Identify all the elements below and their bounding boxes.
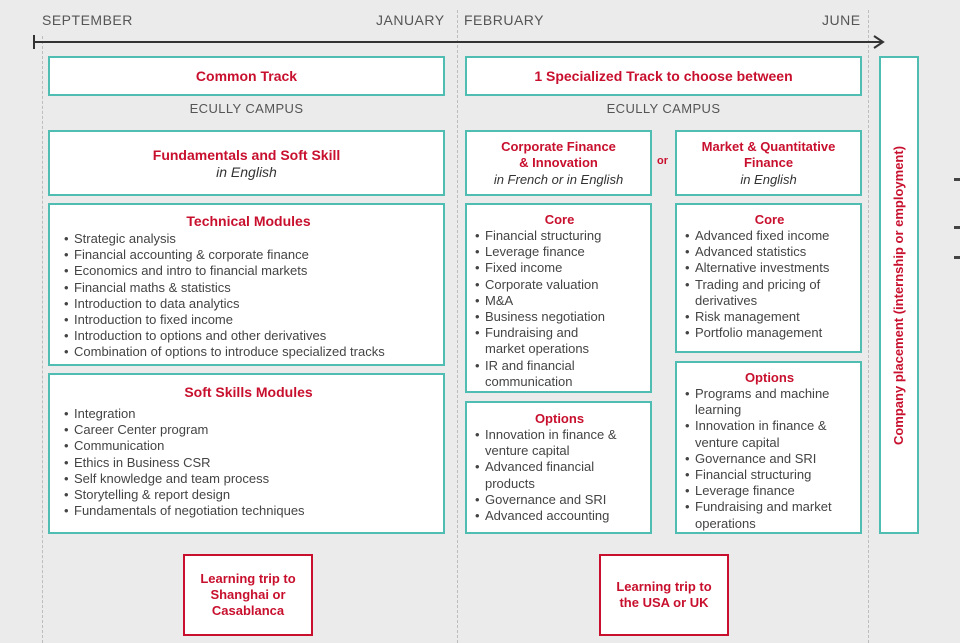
list-item: • Innovation in finance & venture capital — [475, 427, 645, 459]
corporate-options-list — [475, 427, 644, 524]
company-placement-label: Company placement (internship or employment) — [891, 145, 907, 445]
specialized-campus-label: ECULLY CAMPUS — [606, 101, 721, 116]
technical-modules-box — [48, 203, 445, 366]
list-item: • Fundraising and market operations — [685, 499, 860, 531]
month-september: SEPTEMBER — [42, 12, 133, 28]
corporate-options-title: Options — [534, 411, 585, 426]
edge-mark — [954, 178, 960, 181]
market-finance-box — [675, 130, 862, 196]
list-item: • Combination of options to introduce specialized tracks — [64, 344, 433, 360]
divider-end — [868, 10, 869, 643]
month-february: FEBRUARY — [464, 12, 544, 28]
list-item: • Financial structuring — [475, 228, 644, 244]
list-item: • Communication — [64, 438, 433, 454]
list-item: • Financial accounting & corporate finance — [64, 247, 433, 263]
common-campus-label: ECULLY CAMPUS — [189, 101, 304, 116]
list-item: • Portfolio management — [685, 325, 854, 341]
company-placement-box — [879, 56, 919, 534]
list-item: • IR and financial communication — [475, 358, 605, 390]
fundamentals-title: Fundamentals and Soft Skill — [152, 146, 341, 163]
market-finance-language: in English — [740, 172, 797, 187]
fundamentals-box — [48, 130, 445, 196]
common-track-header — [48, 56, 445, 96]
list-item: • Innovation in finance & venture capital — [685, 418, 845, 450]
corporate-finance-box — [465, 130, 652, 196]
market-options-box — [675, 361, 862, 534]
list-item: • Financial structuring — [685, 467, 854, 483]
technical-modules-list — [64, 231, 433, 361]
timeline-arrow — [30, 33, 890, 53]
list-item: • Programs and machine learning — [685, 386, 855, 418]
list-item: • Ethics in Business CSR — [64, 455, 433, 471]
list-item: • Business negotiation — [475, 309, 644, 325]
list-item: • Financial maths & statistics — [64, 280, 433, 296]
or-label: or — [657, 155, 668, 167]
list-item: • Governance and SRI — [685, 451, 854, 467]
common-track-title: Common Track — [195, 68, 298, 84]
learning-trip-shanghai — [183, 554, 313, 636]
month-june: JUNE — [822, 12, 861, 28]
corporate-finance-language: in French or in English — [493, 172, 624, 187]
list-item: • Alternative investments — [685, 260, 854, 276]
list-item: • Leverage finance — [475, 244, 644, 260]
list-item: • Storytelling & report design — [64, 487, 433, 503]
list-item: • Introduction to data analytics — [64, 296, 433, 312]
market-core-box — [675, 203, 862, 353]
specialized-track-title: 1 Specialized Track to choose between — [534, 68, 793, 84]
specialized-track-header — [465, 56, 862, 96]
list-item: • Risk management — [685, 309, 854, 325]
market-core-list — [685, 228, 854, 341]
corporate-core-title: Core — [544, 212, 575, 227]
list-item: • Advanced accounting — [475, 508, 644, 524]
list-item: • Economics and intro to financial markets — [64, 263, 433, 279]
list-item: • Fixed income — [475, 260, 644, 276]
soft-skills-title: Soft Skills Modules — [184, 384, 313, 400]
learning-trip-usa-uk — [599, 554, 729, 636]
list-item: • Strategic analysis — [64, 231, 433, 247]
list-item: • Advanced fixed income — [685, 228, 854, 244]
edge-mark — [954, 256, 960, 259]
list-item: • Integration — [64, 406, 433, 422]
soft-skills-list — [64, 406, 433, 519]
list-item: • M&A — [475, 293, 644, 309]
list-item: • Fundamentals of negotiation techniques — [64, 503, 433, 519]
list-item: • Leverage finance — [685, 483, 854, 499]
list-item: • Introduction to fixed income — [64, 312, 433, 328]
corporate-core-list — [475, 228, 644, 390]
technical-modules-title: Technical Modules — [186, 213, 311, 229]
list-item: • Career Center program — [64, 422, 433, 438]
corporate-core-box — [465, 203, 652, 393]
list-item: • Introduction to options and other derivatives — [64, 328, 433, 344]
list-item: • Advanced financial products — [475, 459, 625, 491]
divider-semester — [457, 10, 458, 643]
list-item: • Fundraising and market operations — [475, 325, 613, 357]
list-item: • Trading and pricing of derivatives — [685, 277, 835, 309]
divider-start — [42, 36, 43, 643]
market-core-title: Core — [754, 212, 785, 227]
market-options-list — [685, 386, 854, 532]
list-item: • Advanced statistics — [685, 244, 854, 260]
edge-mark — [954, 226, 960, 229]
list-item: • Governance and SRI — [475, 492, 644, 508]
month-january: JANUARY — [376, 12, 445, 28]
fundamentals-language: in English — [216, 163, 277, 180]
corporate-finance-title: Corporate Finance & Innovation — [501, 139, 616, 170]
learning-trip-usa-uk-label: Learning trip to the USA or UK — [616, 579, 712, 610]
market-options-title: Options — [744, 370, 795, 385]
corporate-options-box — [465, 401, 652, 534]
market-finance-title: Market & Quantitative Finance — [701, 139, 836, 170]
soft-skills-box — [48, 373, 445, 534]
list-item: • Corporate valuation — [475, 277, 644, 293]
list-item: • Self knowledge and team process — [64, 471, 433, 487]
learning-trip-shanghai-label: Learning trip to Shanghai or Casablanca — [200, 571, 296, 618]
